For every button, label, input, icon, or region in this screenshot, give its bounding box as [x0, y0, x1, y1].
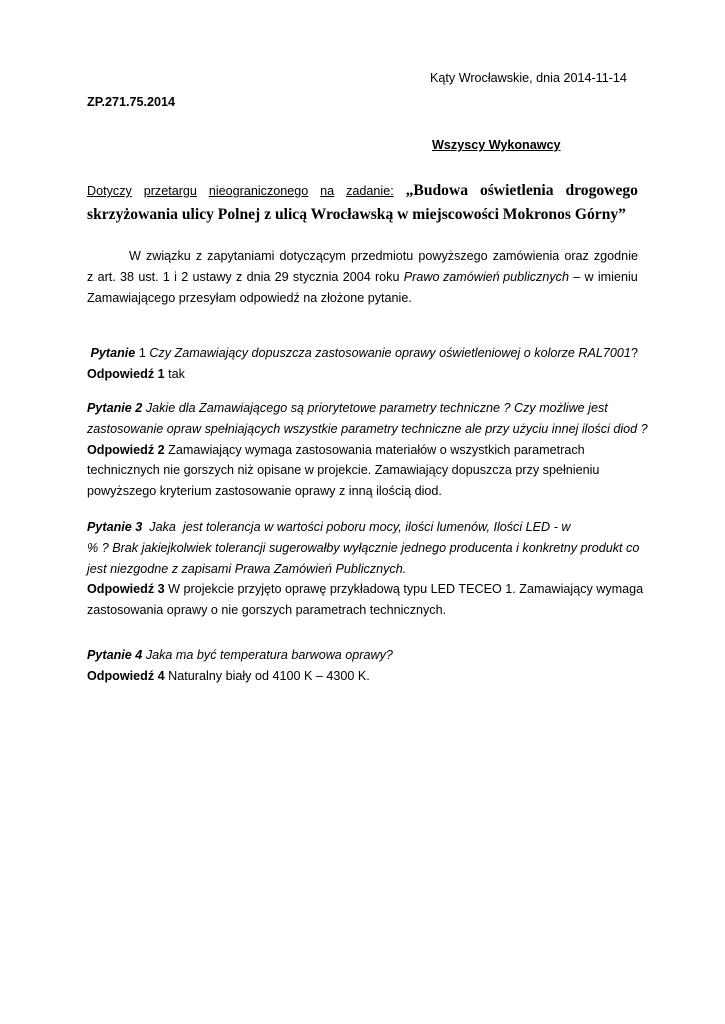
answer-2-line-3: powyższego kryterium zastosowanie oprawy z inną ilością diod.: [87, 484, 442, 499]
intro-word: z: [87, 270, 94, 284]
intro-word: –: [573, 270, 581, 284]
question-number: 1: [138, 346, 146, 360]
subject-title-word: drogowego: [565, 182, 638, 199]
answer-text: tak: [168, 366, 185, 381]
answer-text: Zamawiający wymaga zastosowania materiałów o wszystkich parametrach: [168, 442, 585, 457]
law-title: Prawo zamówień publicznych: [403, 270, 569, 284]
question-3-line-1: [87, 517, 647, 538]
intro-word: roku: [374, 270, 400, 284]
question-tail: ?: [630, 346, 638, 360]
intro-word: 29: [274, 270, 289, 284]
intro-word: w: [584, 270, 594, 284]
answer-3-line-1: [87, 579, 647, 600]
question-3-line-3: jest niezgodne z zapisami Prawa Zamówień Publicznych.: [87, 561, 407, 576]
intro-word: zapytaniami: [207, 249, 275, 263]
answer-4: [87, 666, 647, 687]
intro-word: 2004: [342, 270, 371, 284]
intro-word: 2: [181, 270, 189, 284]
qa-block-2: [87, 398, 647, 502]
question-3-line-2: % ? Brak jakiejkolwiek tolerancji sugerowałby wyłącznie jednego producenta i konkretny produkt co: [87, 540, 640, 555]
place-and-date: Kąty Wrocławskie, dnia 2014-11-14: [430, 71, 627, 85]
answer-label: Odpowiedź 3: [87, 582, 165, 597]
answer-label: Odpowiedź 1: [87, 366, 165, 381]
reference-number: ZP.271.75.2014: [87, 95, 176, 109]
intro-word: imieniu: [597, 270, 638, 284]
intro-line-3: Zamawiającego przesyłam odpowiedź na złożone pytanie.: [87, 291, 412, 305]
answer-1: [87, 364, 647, 385]
subject-word: nieograniczonego: [208, 184, 309, 198]
question-label: Pytanie 2: [87, 401, 143, 415]
answer-2-line-1: [87, 440, 647, 461]
question-text: Jaka jest tolerancja w wartości poboru mocy, ilości lumenów, Ilości LED - w: [145, 520, 571, 534]
qa-block-4: [87, 645, 647, 687]
qa-block-1: [87, 343, 647, 385]
answer-label: Odpowiedź 2: [87, 442, 165, 457]
subject-word: zadanie:: [346, 184, 394, 198]
question-2-line-1: [87, 398, 647, 419]
intro-word: zamówienia: [492, 249, 560, 263]
answer-text: Naturalny biały od 4100 K – 4300 K.: [168, 668, 370, 683]
answer-text: W projekcie przyjęto oprawę przykładową typu LED TECEO 1. Zamawiający wymaga: [168, 582, 644, 597]
intro-word: dnia: [246, 270, 271, 284]
answer-label: Odpowiedź 4: [87, 668, 165, 683]
subject-word: Dotyczy: [87, 184, 132, 198]
intro-word: W: [129, 249, 141, 263]
qa-block-3: [87, 517, 647, 621]
intro-word: ustawy: [192, 270, 232, 284]
intro-word: art.: [97, 270, 116, 284]
intro-word: z: [236, 270, 243, 284]
question-text: Jaka ma być temperatura barwowa oprawy?: [145, 648, 393, 662]
subject-block: [87, 182, 638, 228]
intro-word: powyższego: [418, 249, 488, 263]
subject-line-1: [87, 182, 638, 206]
question-text: Jakie dla Zamawiającego są priorytetowe parametry techniczne ? Czy możliwe jest: [145, 401, 608, 415]
intro-word: i: [174, 270, 177, 284]
intro-line-2: [87, 267, 638, 288]
subject-title-word: „Budowa: [405, 182, 469, 199]
question-label: Pytanie 4: [87, 648, 143, 662]
intro-paragraph: [87, 246, 638, 309]
subject-title-word: oświetlenia: [479, 182, 554, 199]
question-text: Czy Zamawiający dopuszcza zastosowanie oprawy oświetleniowej o kolorze RAL7001: [149, 346, 631, 360]
intro-word: z: [195, 249, 203, 263]
intro-word: oraz: [564, 249, 589, 263]
question-label: Pytanie 3: [87, 520, 143, 534]
subject-title-line-2: skrzyżowania ulicy Polnej z ulicą Wrocławską w miejscowości Mokronos Górny”: [87, 206, 626, 223]
question-4: [87, 645, 647, 666]
addressee: Wszyscy Wykonawcy: [432, 138, 561, 152]
intro-word: stycznia: [292, 270, 339, 284]
intro-line-1: [87, 246, 638, 267]
intro-word: zgodnie: [593, 249, 638, 263]
intro-word: 38: [120, 270, 135, 284]
subject-word: na: [320, 184, 335, 198]
intro-word: dotyczącym: [279, 249, 346, 263]
subject-word: przetargu: [143, 184, 197, 198]
intro-word: przedmiotu: [351, 249, 414, 263]
intro-word: ust.: [138, 270, 159, 284]
question-label: Pytanie: [90, 346, 136, 360]
question-1: [87, 343, 647, 364]
question-2-line-2: zastosowanie opraw spełniających wszystkie parametry techniczne ale przy użyciu innej ilości diod ?: [87, 421, 648, 436]
answer-3-line-2: zastosowania oprawy o nie gorszych parametrach technicznych.: [87, 603, 447, 618]
intro-word: 1: [162, 270, 170, 284]
answer-2-line-2: technicznych nie gorszych niż opisane w projekcie. Zamawiający dopuszcza przy spełnieniu: [87, 463, 600, 478]
intro-word: związku: [145, 249, 191, 263]
